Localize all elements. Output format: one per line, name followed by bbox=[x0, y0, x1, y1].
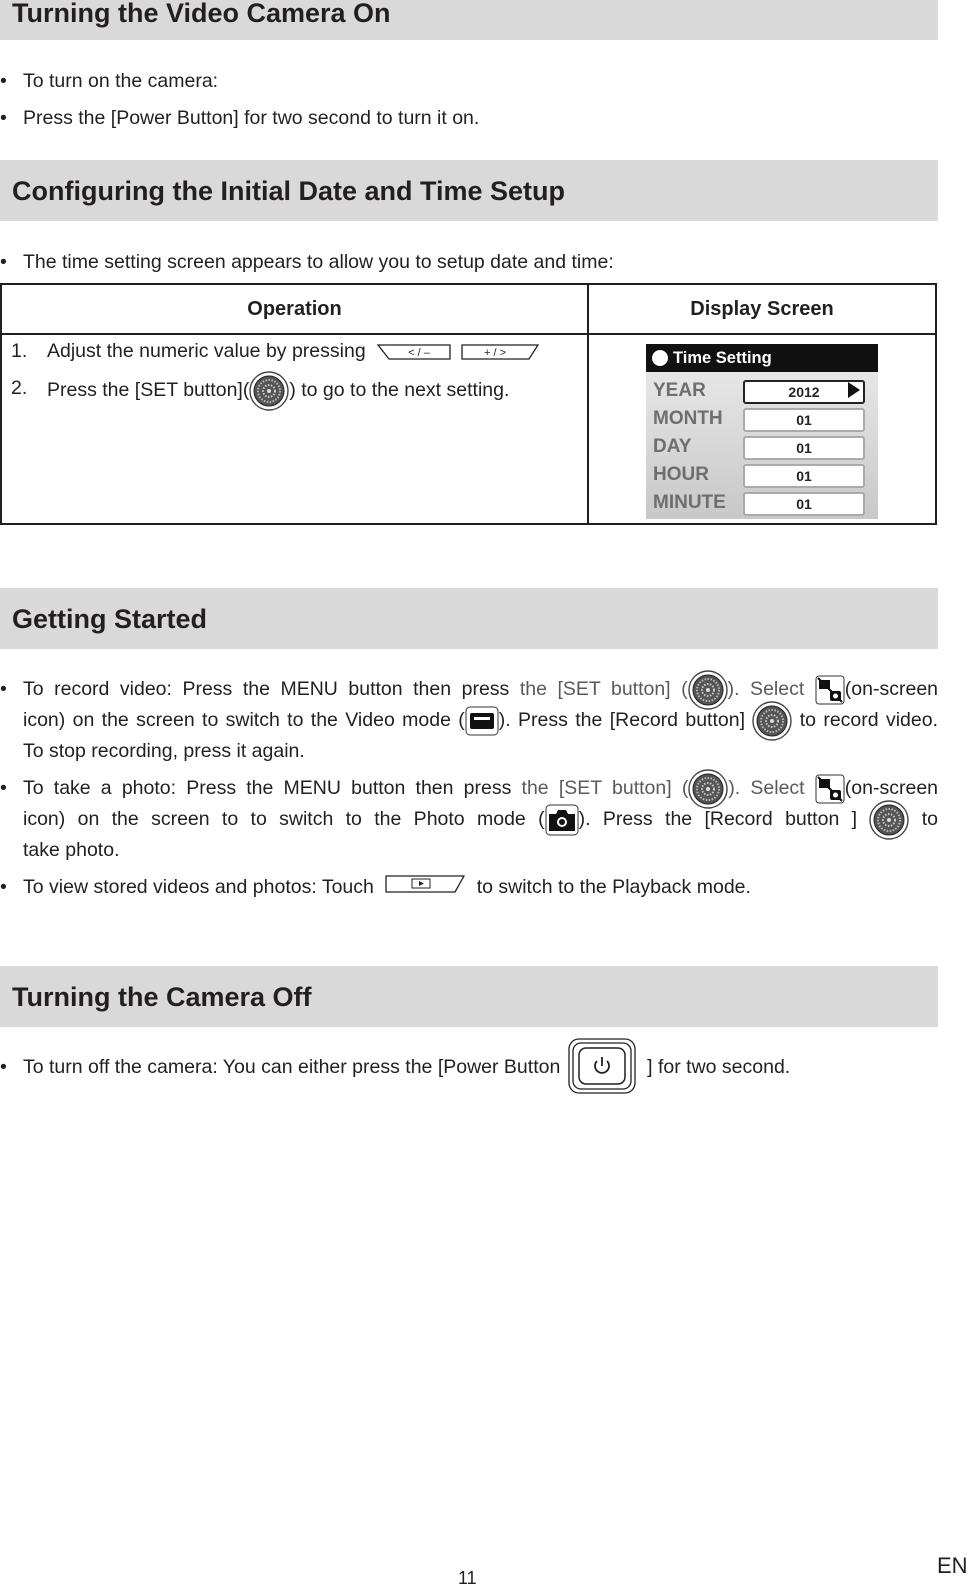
ts-row-minute: MINUTE 01 bbox=[646, 488, 878, 516]
mode-switch-icon bbox=[815, 675, 845, 705]
ts-row-day: DAY 01 bbox=[646, 432, 878, 460]
minus-left-button-icon bbox=[377, 343, 451, 361]
clock-icon bbox=[652, 350, 668, 366]
ts-row-hour: HOUR 01 bbox=[646, 460, 878, 488]
bullet-turn-on-1: • To turn on the camera: bbox=[0, 70, 219, 92]
record-button-icon bbox=[869, 800, 909, 840]
day-value: 01 bbox=[743, 436, 865, 460]
hour-value: 01 bbox=[743, 464, 865, 488]
section-heading-turn-on: Turning the Video Camera On bbox=[0, 0, 938, 40]
arrow-right-icon bbox=[847, 381, 861, 399]
svg-text:< / –: < / – bbox=[408, 346, 430, 359]
ts-row-year: YEAR 2012 bbox=[646, 376, 878, 404]
playback-button-icon bbox=[385, 874, 465, 894]
page-number: 11 bbox=[458, 1568, 477, 1588]
video-mode-icon bbox=[465, 706, 499, 736]
bullet-take-photo: • To take a photo: Press the MENU button then press the [SET button] ( ). Select (on-screen icon) on the screen to to switch to the Photo mode ( ). Press the [Record button ] to take photo. bbox=[0, 773, 938, 866]
minute-value: 01 bbox=[743, 492, 865, 516]
photo-mode-icon bbox=[545, 804, 579, 836]
plus-right-button-icon bbox=[461, 343, 539, 361]
time-setting-screen bbox=[646, 344, 878, 519]
bullet-record-video: • To record video: Press the MENU button then press the [SET button] ( ). Select (on-screen icon) on the screen to switch to the Video mode ( ). Press the [Record button] to record video. To stop recording, press it again. bbox=[0, 674, 938, 767]
month-value: 01 bbox=[743, 408, 865, 432]
step-2: 2. Press the [SET button]( ) to go to the next setting. bbox=[3, 371, 586, 411]
ts-row-month: MONTH 01 bbox=[646, 404, 878, 432]
step-1: 1. Adjust the numeric value by pressing < / – + / > bbox=[3, 334, 586, 368]
set-button-icon bbox=[688, 769, 728, 809]
time-setting-header: Time Setting bbox=[646, 344, 878, 372]
bullet-config-intro: • The time setting screen appears to allow you to setup date and time: bbox=[0, 251, 614, 273]
bullet-turn-off: • To turn off the camera: You can either press the [Power Button ] for two second. bbox=[0, 1052, 938, 1084]
table-header-display-screen: Display Screen bbox=[588, 284, 936, 334]
section-heading-getting-started: Getting Started bbox=[0, 588, 938, 649]
time-setup-table bbox=[0, 283, 937, 525]
record-button-icon bbox=[752, 701, 792, 741]
power-button-icon bbox=[568, 1038, 636, 1094]
display-screen-cell bbox=[588, 334, 936, 524]
section-heading-turn-off: Turning the Camera Off bbox=[0, 966, 938, 1027]
year-value: 2012 bbox=[743, 380, 865, 404]
bullet-turn-on-2: • Press the [Power Button] for two second to turn it on. bbox=[0, 107, 480, 129]
language-label: EN bbox=[937, 1553, 968, 1578]
operation-cell bbox=[1, 334, 588, 524]
set-button-icon bbox=[688, 670, 728, 710]
svg-text:+ / >: + / > bbox=[483, 346, 506, 359]
section-heading-date-time: Configuring the Initial Date and Time Setup bbox=[0, 160, 938, 221]
table-header-operation: Operation bbox=[1, 284, 588, 334]
bullet-view-playback: • To view stored videos and photos: Touch to switch to the Playback mode. bbox=[0, 872, 938, 903]
set-button-icon bbox=[249, 371, 289, 411]
mode-switch-icon bbox=[815, 774, 845, 804]
